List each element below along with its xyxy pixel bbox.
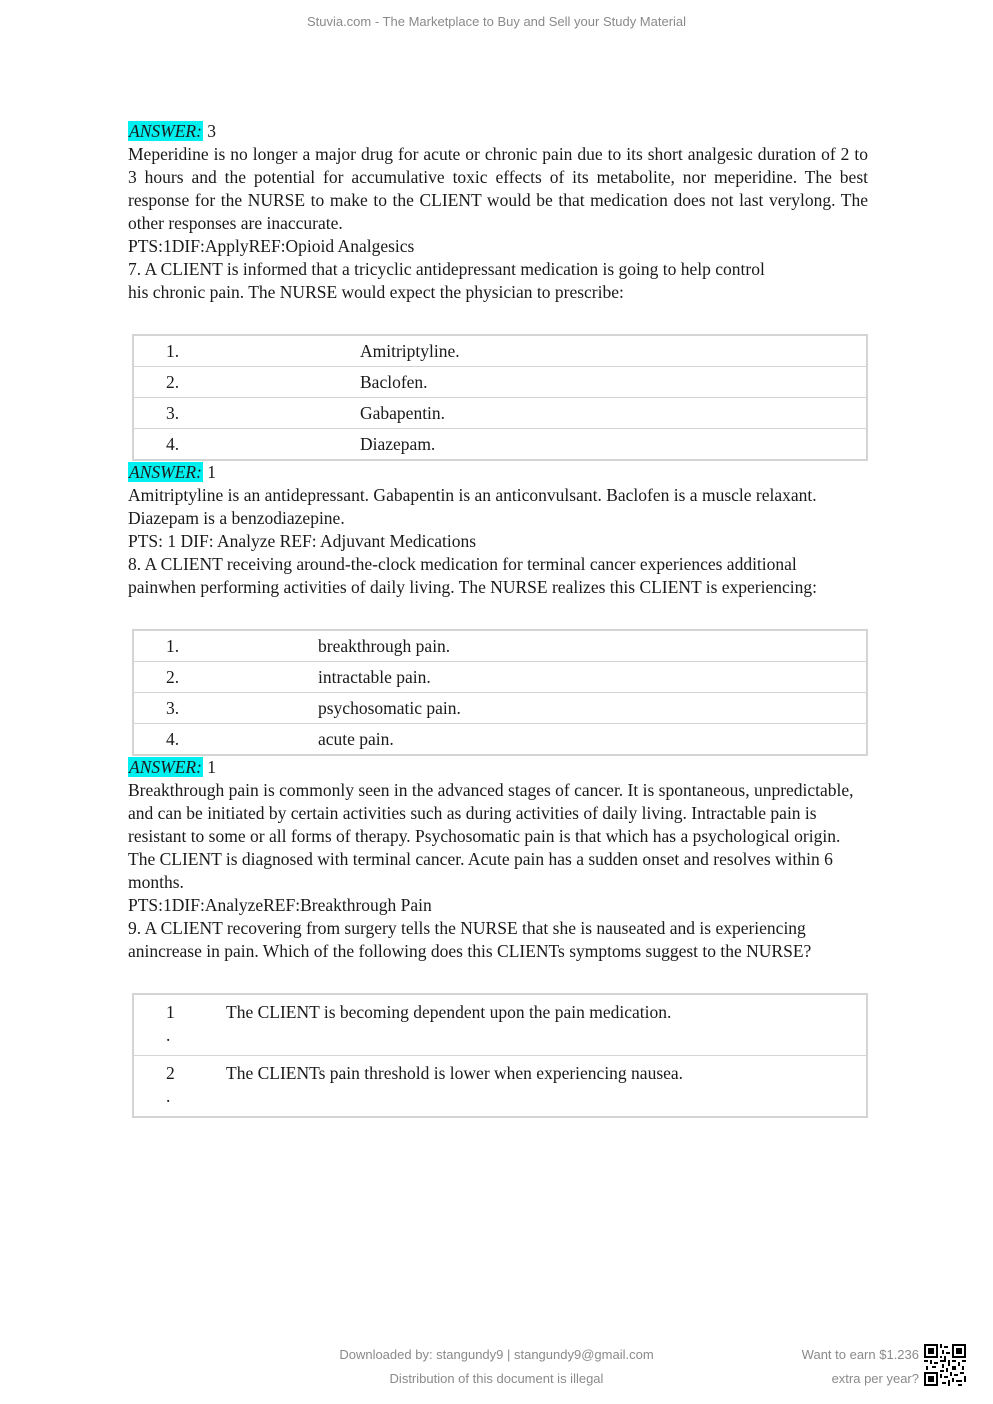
rationale: Amitriptyline is an antidepressant. Gabapentin is an anticonvulsant. Baclofen is a muscle relaxant. Diazepam is a benzodiazepine. <box>128 485 817 528</box>
option-text: Baclofen. <box>360 367 867 398</box>
question-9: 9. A CLIENT recovering from surgery tells the NURSE that she is nauseated and is experiencing anincrease in pain. Which of the following does this CLIENTs symptoms suggest to the NURSE? <box>128 918 812 961</box>
table-row <box>133 630 867 662</box>
options-table-q7 <box>132 334 868 461</box>
downloaded-by-text: Downloaded by: stangundy9 | stangundy9@gmail.com <box>339 1347 654 1362</box>
question-8: 8. A CLIENT receiving around-the-clock medication for terminal cancer experiences additional painwhen performing activities of daily living. The NURSE realizes this CLIENT is experiencing: <box>128 554 817 597</box>
option-text: psychosomatic pain. <box>318 693 867 724</box>
option-number: 2. <box>133 367 360 398</box>
earn-line-1[interactable]: Want to earn $1.236 <box>801 1347 919 1362</box>
answer-label: ANSWER: <box>129 462 202 482</box>
table-row <box>133 693 867 724</box>
page-header: Stuvia.com - The Marketplace to Buy and Sell your Study Material <box>306 14 687 29</box>
distribution-notice: Distribution of this document is illegal <box>389 1371 604 1386</box>
option-text: Gabapentin. <box>360 398 867 429</box>
option-number: 3. <box>133 693 318 724</box>
option-number: 1 . <box>166 1002 175 1045</box>
answer-line <box>128 756 868 779</box>
document-body <box>128 120 868 1118</box>
rationale: Meperidine is no longer a major drug for acute or chronic pain due to its short analgesic duration of 2 to 3 hours and the potential for accumulative toxic effects of its metabolite, nor meperidine. The best response for the NURSE to make to the CLIENT would be that medication does not last verylong. The other responses are inaccurate. <box>128 144 868 233</box>
option-text: The CLIENTs pain threshold is lower when experiencing nausea. <box>226 1056 867 1118</box>
question-7-line-1: 7. A CLIENT is informed that a tricyclic antidepressant medication is going to help control <box>128 259 765 279</box>
table-row <box>133 994 867 1056</box>
options-table-q8 <box>132 629 868 756</box>
answer-label: ANSWER: <box>129 121 202 141</box>
option-number: 4. <box>133 429 360 461</box>
answer-line <box>128 461 868 484</box>
table-row <box>133 367 867 398</box>
rationale: Breakthrough pain is commonly seen in the advanced stages of cancer. It is spontaneous, unpredictable, and can be initiated by certain activities such as during activities of daily living. Intractable pain is resistant to some or all forms of therapy. Psychosomatic pain is that which has a psychological origin. The CLIENT is diagnosed with terminal cancer. Acute pain has a sudden onset and resolves within 6 months. <box>128 780 854 892</box>
options-table-q9 <box>132 993 868 1118</box>
table-row <box>133 724 867 756</box>
option-text: intractable pain. <box>318 662 867 693</box>
table-row <box>133 429 867 461</box>
earn-line-2[interactable]: extra per year? <box>831 1371 919 1386</box>
answer-line <box>128 120 868 143</box>
option-number: 2 . <box>133 1056 226 1118</box>
option-number: 3. <box>133 398 360 429</box>
option-text: acute pain. <box>318 724 867 756</box>
option-number: 1. <box>166 635 180 656</box>
table-row <box>133 1056 867 1118</box>
answer-label: ANSWER: <box>129 757 202 777</box>
option-number: 4. <box>133 724 318 756</box>
option-number: 1. <box>166 340 180 361</box>
qr-code-icon[interactable] <box>924 1344 966 1386</box>
option-text: Amitriptyline. <box>360 340 460 361</box>
question-7-line-2: his chronic pain. The NURSE would expect the physician to prescribe: <box>128 282 624 302</box>
pts-line: PTS: 1 DIF: Analyze REF: Adjuvant Medications <box>128 531 477 551</box>
option-text: The CLIENT is becoming dependent upon the pain medication. <box>226 1002 672 1022</box>
option-number: 2. <box>133 662 318 693</box>
answer-value: 3 <box>207 121 217 141</box>
table-row <box>133 398 867 429</box>
answer-value: 1 <box>207 462 217 482</box>
table-row <box>133 662 867 693</box>
option-text: Diazepam. <box>360 429 867 461</box>
pts-line: PTS:1DIF:ApplyREF:Opioid Analgesics <box>128 236 415 256</box>
table-row <box>133 335 867 367</box>
answer-value: 1 <box>207 757 217 777</box>
pts-line: PTS:1DIF:AnalyzeREF:Breakthrough Pain <box>128 895 432 915</box>
option-text: breakthrough pain. <box>318 635 451 656</box>
